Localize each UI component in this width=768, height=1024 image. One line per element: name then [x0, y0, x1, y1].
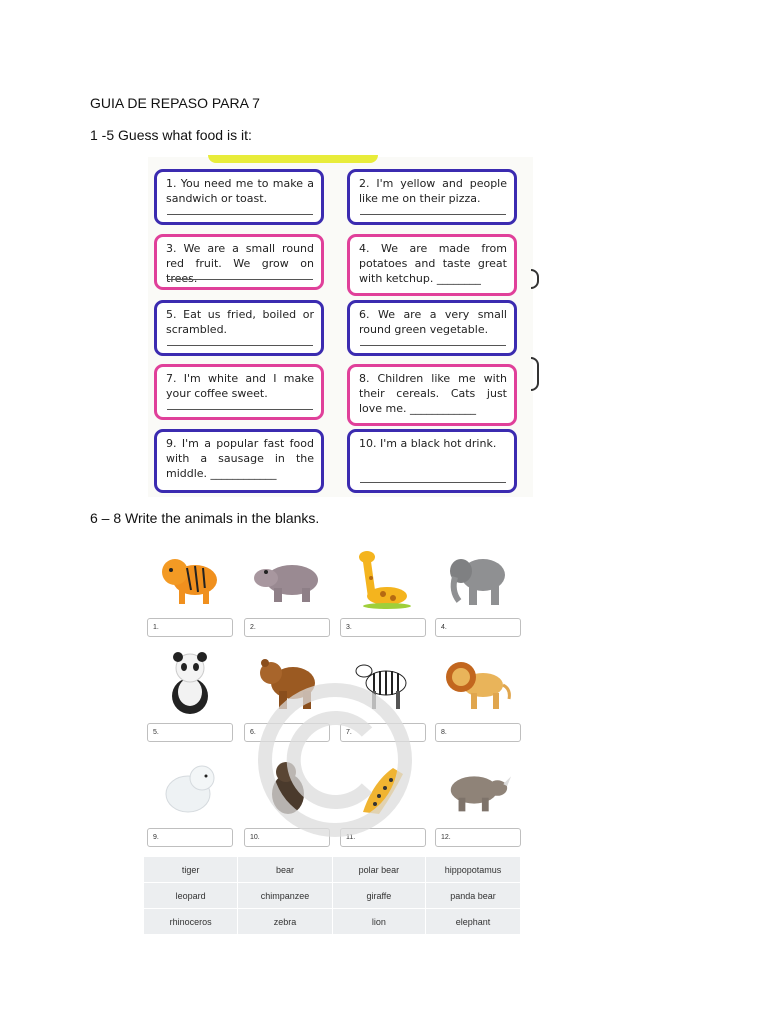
polar-bear-icon: [155, 758, 225, 820]
answer-box[interactable]: 8.: [435, 723, 521, 742]
edge-decoration: [531, 269, 539, 289]
food-card-7: 7. I'm white and I make your coffee sweet.: [154, 364, 324, 420]
answer-box[interactable]: 1.: [147, 618, 233, 637]
answer-box[interactable]: 9.: [147, 828, 233, 847]
table-row: [144, 857, 521, 883]
animal-cell-5: [147, 653, 237, 753]
animal-cell-4: [435, 548, 525, 648]
word-cell: zebra: [238, 909, 333, 935]
answer-box[interactable]: 4.: [435, 618, 521, 637]
animal-worksheet: [143, 548, 525, 932]
answer-blank[interactable]: [167, 214, 313, 215]
elephant-icon: [443, 548, 513, 610]
food-card-3: 3. We are a small round red fruit. We grow on trees.: [154, 234, 324, 290]
food-card-1: 1. You need me to make a sandwich or toast.: [154, 169, 324, 225]
animal-cell-6: [244, 653, 334, 753]
section-2-heading: 6 – 8 Write the animals in the blanks.: [90, 510, 320, 526]
word-cell: rhinoceros: [144, 909, 238, 935]
answer-blank[interactable]: [360, 214, 506, 215]
food-card-8: 8. Children like me with their cereals. Cats just love me. ____________: [347, 364, 517, 426]
word-cell: chimpanzee: [238, 883, 333, 909]
answer-box[interactable]: 11.: [340, 828, 426, 847]
word-cell: giraffe: [332, 883, 425, 909]
answer-box[interactable]: 5.: [147, 723, 233, 742]
giraffe-icon: [348, 548, 418, 610]
answer-box[interactable]: 12.: [435, 828, 521, 847]
section-1-heading: 1 -5 Guess what food is it:: [90, 127, 252, 143]
animal-cell-1: [147, 548, 237, 648]
answer-box[interactable]: 7.: [340, 723, 426, 742]
word-bank-table: [143, 856, 521, 935]
answer-box[interactable]: 10.: [244, 828, 330, 847]
panda-icon: [155, 653, 225, 715]
lion-icon: [443, 653, 513, 715]
food-card-5: 5. Eat us fried, boiled or scrambled.: [154, 300, 324, 356]
zebra-icon: [348, 653, 418, 715]
table-row: [144, 909, 521, 935]
animal-cell-9: [147, 758, 237, 858]
animal-cell-10: [244, 758, 334, 858]
chimpanzee-icon: [252, 758, 322, 820]
answer-blank[interactable]: [167, 409, 313, 410]
answer-blank[interactable]: [167, 345, 313, 346]
leopard-icon: [348, 758, 418, 820]
word-cell: elephant: [426, 909, 521, 935]
answer-blank[interactable]: [360, 345, 506, 346]
word-cell: leopard: [144, 883, 238, 909]
hippo-icon: [252, 548, 322, 610]
word-cell: bear: [238, 857, 333, 883]
table-row: [144, 883, 521, 909]
food-card-4: 4. We are made from potatoes and taste great with ketchup. ________: [347, 234, 517, 296]
tiger-icon: [155, 548, 225, 610]
answer-box[interactable]: 3.: [340, 618, 426, 637]
word-cell: tiger: [144, 857, 238, 883]
food-card-10: 10. I'm a black hot drink.: [347, 429, 517, 493]
word-cell: hippopotamus: [426, 857, 521, 883]
word-cell: panda bear: [426, 883, 521, 909]
word-cell: polar bear: [332, 857, 425, 883]
word-cell: lion: [332, 909, 425, 935]
animal-cell-7: [340, 653, 430, 753]
edge-decoration: [531, 357, 539, 391]
animal-cell-2: [244, 548, 334, 648]
food-worksheet: [148, 157, 533, 497]
food-card-9: 9. I'm a popular fast food with a sausage in the middle. ____________: [154, 429, 324, 493]
answer-blank[interactable]: [360, 482, 506, 483]
animal-cell-8: [435, 653, 525, 753]
page-title: GUIA DE REPASO PARA 7: [90, 95, 260, 111]
food-card-2: 2. I'm yellow and people like me on their pizza.: [347, 169, 517, 225]
animal-cell-11: [340, 758, 430, 858]
animal-cell-12: [435, 758, 525, 858]
decorative-swoosh: [208, 155, 378, 163]
rhino-icon: [443, 758, 513, 820]
food-card-6: 6. We are a very small round green vegetable.: [347, 300, 517, 356]
animal-cell-3: [340, 548, 430, 648]
answer-box[interactable]: 6.: [244, 723, 330, 742]
answer-blank[interactable]: [167, 279, 313, 280]
answer-box[interactable]: 2.: [244, 618, 330, 637]
bear-icon: [252, 653, 322, 715]
